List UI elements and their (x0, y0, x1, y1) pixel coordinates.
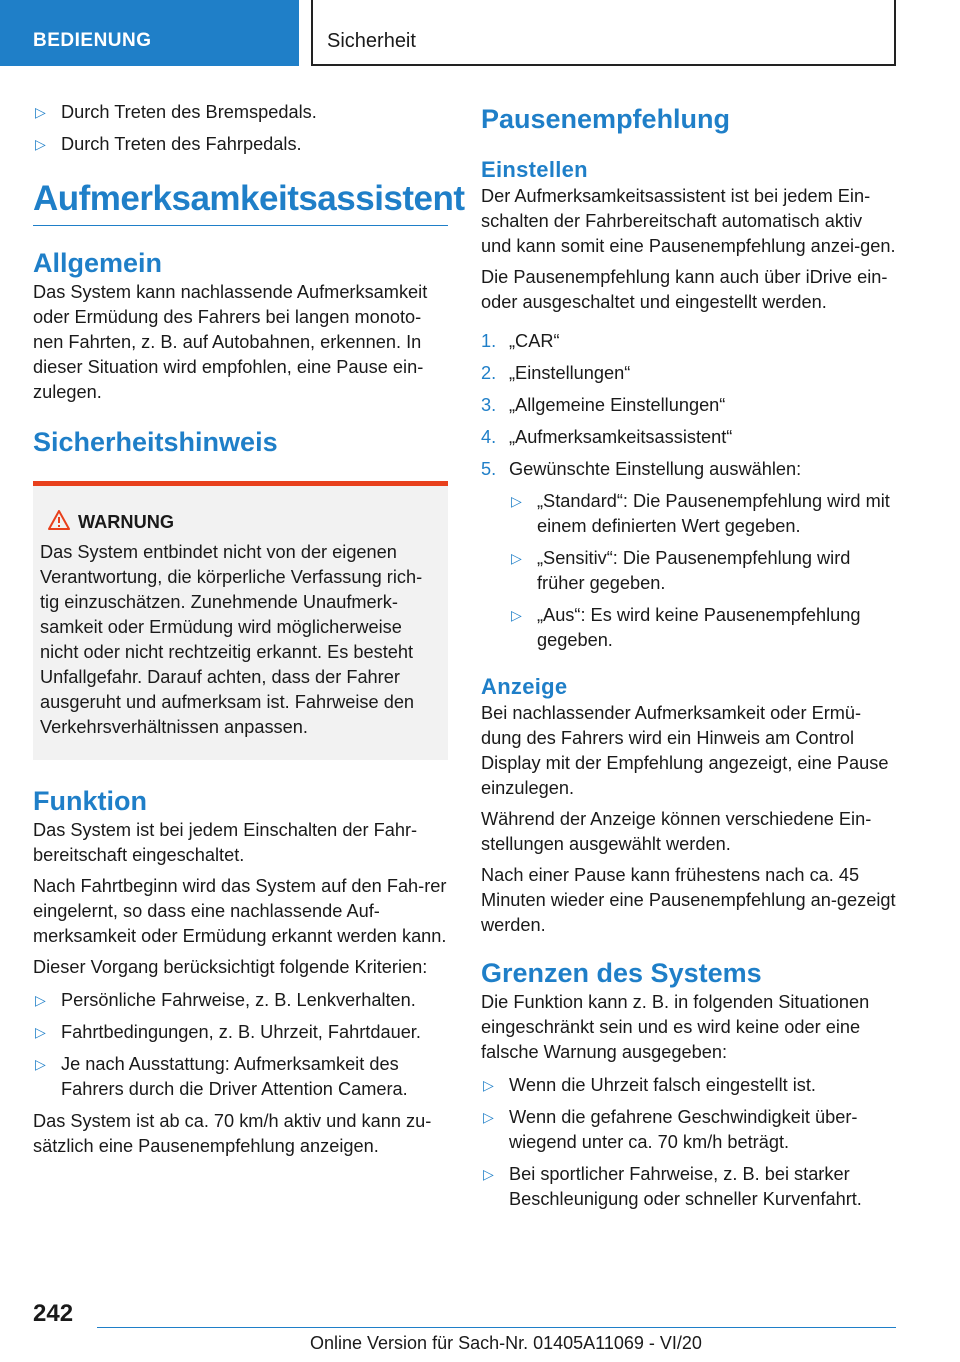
list-item: ▷ Wenn die gefahrene Geschwindigkeit über-wiegend unter ca. 70 km/h beträgt. (483, 1107, 858, 1152)
list-item: ▷ Bei sportlicher Fahrweise, z. B. bei starker Beschleunigung oder schneller Kurvenfahrt. (483, 1164, 862, 1209)
heading-einstellen: Einstellen (481, 157, 588, 182)
step-item: 3. „Allgemeine Einstellungen“ (481, 395, 726, 415)
chapter-title: Sicherheit (311, 0, 896, 66)
paragraph: Das System ist ab ca. 70 km/h aktiv und kann zu-sätzlich eine Pausenempfehlung anzeigen. (33, 1111, 432, 1156)
section-tab: BEDIENUNG (0, 0, 299, 66)
paragraph: Der Aufmerksamkeitsassistent ist bei jedem Ein-schalten der Fahrbereitschaft automatisch aktiv und kann somit eine Pausenempfehlung anzei-gen. (481, 186, 896, 256)
triangle-bullet-icon: ▷ (483, 1166, 494, 1182)
heading-anzeige: Anzeige (481, 674, 568, 699)
triangle-bullet-icon: ▷ (511, 550, 522, 566)
right-column (481, 100, 896, 1219)
paragraph: Die Funktion kann z. B. in folgenden Situationen eingeschränkt sein und es wird keine oder eine falsche Warnung ausgegeben: (481, 992, 870, 1062)
warning-triangle-icon (48, 510, 70, 530)
list-item: ▷ Wenn die Uhrzeit falsch eingestellt ist. (481, 1073, 896, 1098)
footer-divider (97, 1327, 896, 1328)
warning-label: WARNUNG (78, 512, 174, 532)
paragraph: Nach einer Pause kann frühestens nach ca. 45 Minuten wieder eine Pausenempfehlung an-gezeigt werden. (481, 865, 896, 935)
list-item: ▷ Persönliche Fahrweise, z. B. Lenkverhalten. (33, 988, 448, 1013)
list-item: ▷ „Aus“: Es wird keine Pausenempfehlung gegeben. (511, 605, 861, 650)
paragraph: Das System kann nachlassende Aufmerksamkeit oder Ermüdung des Fahrers bei langen monoto-nen Fahrten, z. B. auf Autobahnen, erkennen. In dieser Situation wird empfohlen, eine Pause ein-zulegen. (33, 282, 428, 402)
option-list (509, 489, 896, 653)
warning-header (40, 508, 440, 536)
warning-box (33, 481, 448, 760)
heading-pausenempfehlung: Pausenempfehlung (481, 104, 731, 134)
triangle-bullet-icon: ▷ (35, 1056, 46, 1072)
triangle-bullet-icon: ▷ (511, 607, 522, 623)
page-number: 242 (33, 1300, 74, 1327)
left-column (33, 100, 465, 1165)
triangle-bullet-icon: ▷ (35, 104, 46, 120)
step-item: 1. „CAR“ (481, 331, 560, 351)
page-header (0, 0, 960, 66)
list-item: ▷ „Sensitiv“: Die Pausenempfehlung wird früher gegeben. (511, 548, 851, 593)
paragraph: Das System ist bei jedem Einschalten der Fahr-bereitschaft eingeschaltet. (33, 820, 418, 865)
list-item: ▷ Je nach Ausstattung: Aufmerksamkeit des Fahrers durch die Driver Attention Camera. (35, 1054, 408, 1099)
page-title: Aufmerksamkeitsassistent (33, 177, 448, 226)
triangle-bullet-icon: ▷ (35, 992, 46, 1008)
heading-funktion: Funktion (33, 786, 147, 816)
triangle-bullet-icon: ▷ (483, 1077, 494, 1093)
triangle-bullet-icon: ▷ (511, 493, 522, 509)
heading-grenzen: Grenzen des Systems (481, 958, 762, 988)
triangle-bullet-icon: ▷ (35, 1024, 46, 1040)
paragraph: Dieser Vorgang berücksichtigt folgende Kriterien: (33, 957, 428, 977)
list-item: ▷ Durch Treten des Fahrpedals. (33, 132, 448, 157)
step-item: 2. „Einstellungen“ (481, 363, 631, 383)
warning-text: Das System entbindet nicht von der eigenen Verantwortung, die körperliche Verfassung rich-tig einzuschätzen. Zunehmende Unaufmerk-samkeit oder Ermüdung wird möglicherweise nicht oder nicht rechtzeitig erkannt. Es besteht Unfallgefahr. Darauf achten, dass der Fahrer ausgeruht und aufmerksam ist. Fahrweise den Verkehrsverhältnissen anpassen. (40, 542, 423, 737)
paragraph: Während der Anzeige können verschiedene Ein-stellungen ausgewählt werden. (481, 809, 872, 854)
triangle-bullet-icon: ▷ (483, 1109, 494, 1125)
step-item: 5. Gewünschte Einstellung auswählen: (481, 459, 802, 479)
step-item: 4. „Aufmerksamkeitsassistent“ (481, 427, 733, 447)
list-item: ▷ Fahrtbedingungen, z. B. Uhrzeit, Fahrtdauer. (33, 1020, 448, 1045)
footer-online-version: Online Version für Sach-Nr. 01405A11069 - VI/20 (310, 1333, 702, 1353)
list-item: ▷ „Standard“: Die Pausenempfehlung wird mit einem definierten Wert gegeben. (511, 491, 890, 536)
heading-sicherheitshinweis: Sicherheitshinweis (33, 427, 278, 457)
list-item: ▷ Durch Treten des Bremspedals. (33, 100, 448, 125)
triangle-bullet-icon: ▷ (35, 136, 46, 152)
paragraph: Bei nachlassender Aufmerksamkeit oder Ermü-dung des Fahrers wird ein Hinweis am Control Display mit der Empfehlung angezeigt, eine Pause einzulegen. (481, 703, 889, 798)
heading-allgemein: Allgemein (33, 248, 163, 278)
paragraph: Nach Fahrtbeginn wird das System auf den Fah-rer eingelernt, so dass eine nachlassende Auf-merksamkeit oder Ermüdung erkannt werden kann. (33, 876, 447, 946)
paragraph: Die Pausenempfehlung kann auch über iDrive ein- oder ausgeschaltet und eingestellt werden. (481, 267, 888, 312)
